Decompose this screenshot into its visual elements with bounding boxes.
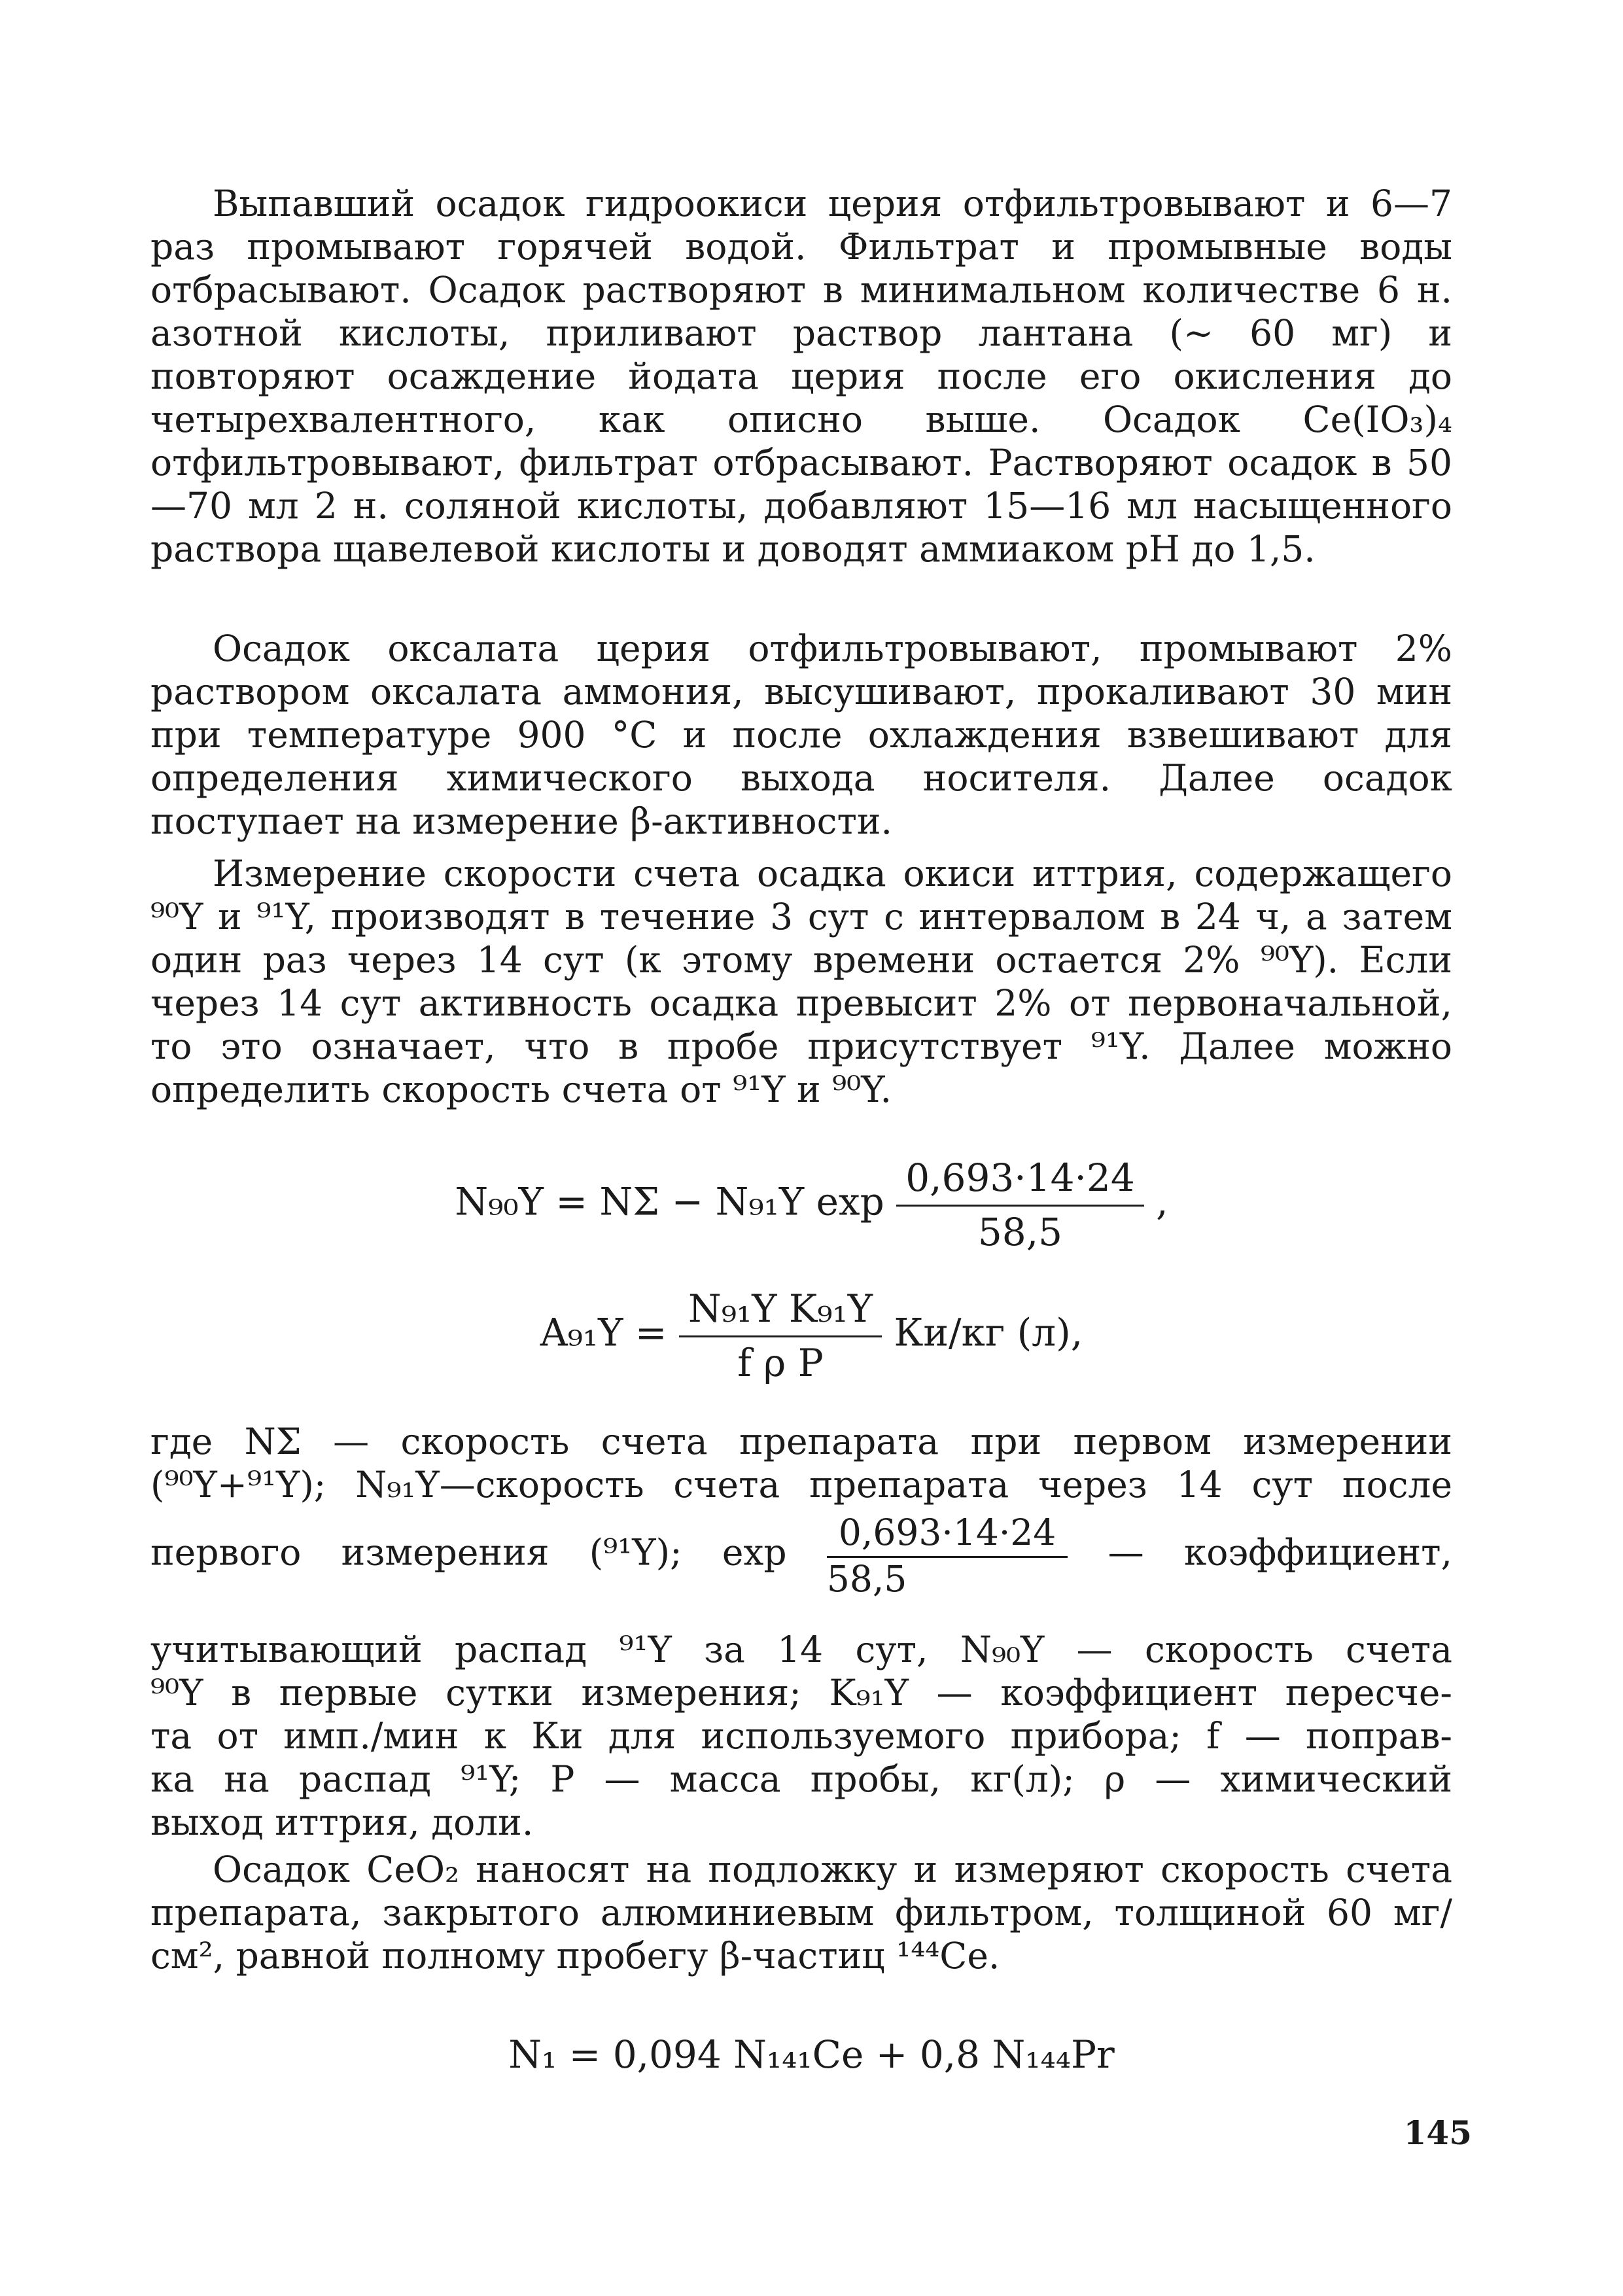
formula-n90y-denominator: 58,5: [977, 1210, 1063, 1254]
formula-a91y-lhs: A₉₁Y =: [540, 1310, 667, 1355]
definition-line: выход иттрия, доли.: [150, 1801, 534, 1843]
definition-line: ка на распад ⁹¹Y; P — масса пробы, кг(л); ρ — химический: [150, 1758, 1452, 1800]
definition-line: (⁹⁰Y+⁹¹Y); N₉₁Y—скорость счета препарата через 14 сут после: [150, 1464, 1452, 1506]
formula-a91y-fraction: [679, 1286, 882, 1386]
formula-a91y-denominator: f ρ P: [737, 1341, 824, 1385]
definition-exp-fraction: [827, 1511, 1068, 1600]
paragraph-yttrium-counting: Измерение скорости счета осадка окиси иттрия, содержащего ⁹⁰Y и ⁹¹Y, производят в течение 3 сут с интервалом в 24 ч, а затем один раз через 14 сут (к этому времени остается 2% ⁹⁰Y). Если через 14 сут активность осадка превысит 2% от первоначальной, то это означает, что в пробе присутствует ⁹¹Y. Далее можно определить скорость счета от ⁹¹Y и ⁹⁰Y.: [150, 853, 1452, 1110]
definition-line: где NΣ — скорость счета препарата при первом измерении: [150, 1421, 1452, 1462]
formula-n90y-numerator: 0,693·14·24: [896, 1155, 1144, 1207]
paragraph-ceo2-counting: Осадок CeO₂ наносят на подложку и измеряют скорость счета препарата, закрытого алюминиевым фильтром, толщиной 60 мг/см², равной полному пробегу β-частиц ¹⁴⁴Ce.: [150, 1848, 1452, 1977]
formula-a91y-tail: Ки/кг (л),: [894, 1310, 1083, 1355]
formula-n90y: [0, 1155, 1623, 1255]
paragraph-cerium-oxalate: Осадок оксалата церия отфильтровывают, промывают 2% раствором оксалата аммония, высушивают, прокаливают 30 мин при температуре 900 °С и после охлаждения взвешивают для определения химического выхода носителя. Далее осадок поступает на измерение β-активности.: [150, 627, 1452, 842]
formula-n90y-lhs: N₉₀Y = NΣ − N₉₁Y exp: [455, 1179, 884, 1224]
definition-line: та от имп./мин к Ки для используемого прибора; f — поправ-: [150, 1715, 1452, 1757]
page-number: 145: [1403, 2113, 1472, 2152]
definition-line: ⁹⁰Y в первые сутки измерения; K₉₁Y — коэффициент пересче-: [150, 1672, 1452, 1714]
formula-a91y-numerator: N₉₁Y K₉₁Y: [679, 1286, 882, 1337]
formula-n1: N₁ = 0,094 N₁₄₁Ce + 0,8 N₁₄₄Pr: [508, 2032, 1115, 2077]
definition-exp-denominator: 58,5: [826, 1558, 907, 1600]
definition-line: учитывающий распад ⁹¹Y за 14 сут, N₉₀Y — скорость счета: [150, 1629, 1452, 1670]
definition-exp-numerator: 0,693·14·24: [827, 1511, 1068, 1558]
definition-exp-label: первого измерения (⁹¹Y); exp: [150, 1531, 787, 1574]
formula-a91y: [0, 1286, 1623, 1386]
paragraph-cerium-precipitation: Выпавший осадок гидроокиси церия отфильтровывают и 6—7 раз промывают горячей водой. Фильтрат и промывные воды отбрасывают. Осадок растворяют в минимальном количестве 6 н. азотной кислоты, приливают раствор лантана (~ 60 мг) и повторяют осаждение йодата церия после его окисления до четырехвалентного, как описно выше. Осадок Ce(IO₃)₄ отфильтровывают, фильтрат отбрасывают. Растворяют осадок в 50—70 мл 2 н. соляной кислоты, добавляют 15—16 мл насыщенного раствора щавелевой кислоты и доводят аммиаком pH до 1,5.: [150, 183, 1452, 570]
formula-n90y-fraction: [896, 1155, 1144, 1255]
definition-exp-meaning: — коэффициент,: [1108, 1531, 1453, 1574]
definition-line-with-fraction: [150, 1511, 1452, 1600]
formula-n90y-tail: ,: [1156, 1179, 1168, 1224]
